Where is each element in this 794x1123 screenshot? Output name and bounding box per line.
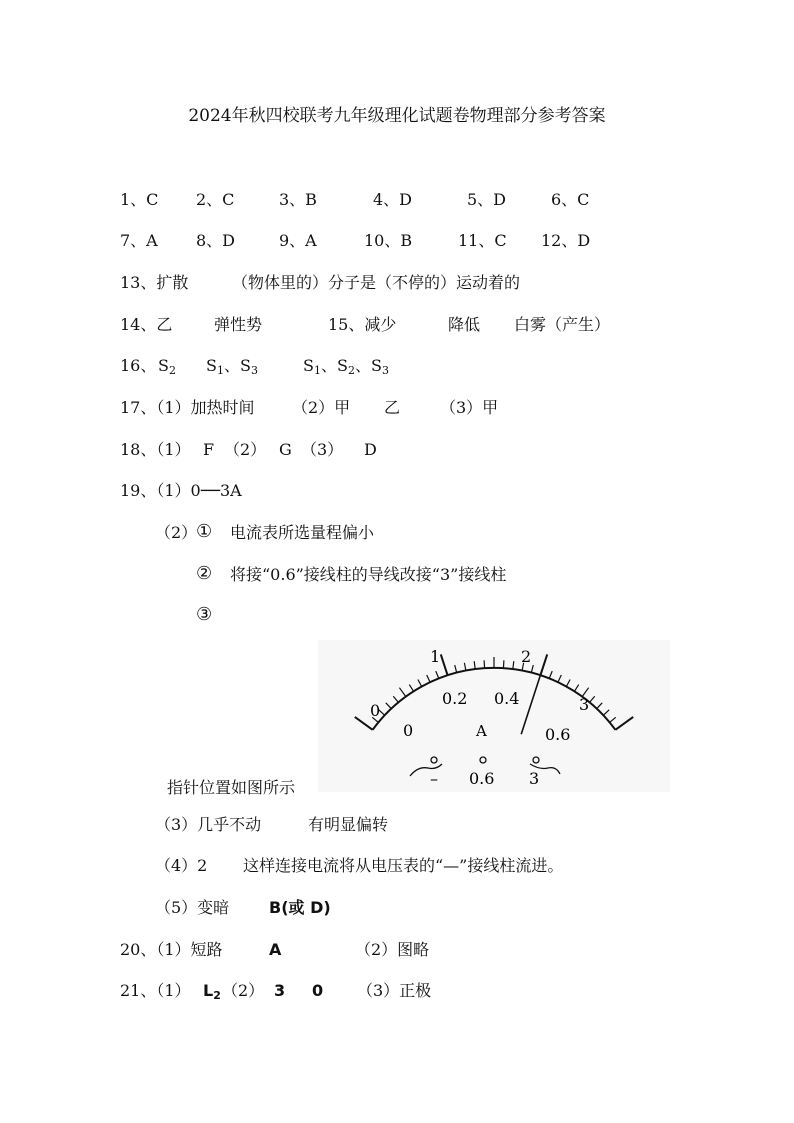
answer-9: 9、A xyxy=(279,231,317,250)
answer-21-2-label: （2） xyxy=(222,981,265,1000)
answer-17-c: （3）甲 xyxy=(440,398,499,417)
lower-label-0-6: 0.6 xyxy=(545,725,571,744)
answer-19-3-b: 有明显偏转 xyxy=(308,815,389,834)
answer-15-b: 白雾（产生） xyxy=(514,315,611,334)
lower-label-0-2: 0.2 xyxy=(442,689,468,708)
answer-5: 5、D xyxy=(467,190,507,209)
answer-16-num: 16、 xyxy=(120,356,157,375)
upper-label-0: 0 xyxy=(370,701,381,720)
figure-caption: 指针位置如图所示 xyxy=(167,778,296,797)
answer-21-l2: $L_2$ xyxy=(203,981,221,1002)
answer-17-b: 乙 xyxy=(384,398,401,417)
terminal-label-negative: – xyxy=(430,769,438,788)
answer-19-2-label: （2） xyxy=(155,523,198,542)
answer-17-num: 17、（1）加热时间 xyxy=(120,398,255,417)
answer-17-a: （2）甲 xyxy=(292,398,351,417)
answer-20-num: 20、（1）短路 xyxy=(120,940,223,959)
answer-19-3-a: （3）几乎不动 xyxy=(155,815,262,834)
circled-1: ① xyxy=(196,521,213,542)
lower-label-0: 0 xyxy=(403,721,414,740)
answer-14-a: 弹性势 xyxy=(214,315,263,334)
answer-19-4-b: 这样连接电流将从电压表的“—”接线柱流进。 xyxy=(243,856,564,875)
answer-12: 12、D xyxy=(541,231,591,250)
answer-16-b: $S_1$、$S_3$ xyxy=(206,356,258,377)
answer-14-num: 14、乙 xyxy=(120,315,173,334)
answer-18-d: （3） xyxy=(301,440,344,459)
answer-20-b: （2）图略 xyxy=(355,940,430,959)
answer-15-num: 15、减少 xyxy=(328,315,397,334)
answer-18-c: G xyxy=(279,440,292,459)
answer-1: 1、C xyxy=(120,190,159,209)
answer-8: 8、D xyxy=(196,231,236,250)
minor-tick xyxy=(484,660,485,668)
terminal-label-3: 3 xyxy=(529,769,540,788)
answer-19-4-a: （4）2 xyxy=(155,856,208,875)
page-title: 2024年秋四校联考九年级理化试题卷物理部分参考答案 xyxy=(188,106,606,126)
answer-18-b: （2） xyxy=(224,440,267,459)
lower-label-0-4: 0.4 xyxy=(494,689,520,708)
answer-18-num: 18、（1） xyxy=(120,440,191,459)
answer-13-num: 13、扩散 xyxy=(120,273,189,292)
answer-4: 4、D xyxy=(373,190,413,209)
ammeter-figure xyxy=(318,640,670,792)
answer-16-c: $S_1$、$S_2$、$S_3$ xyxy=(303,356,389,377)
unit-label: A xyxy=(476,722,487,740)
answer-21-c: 0 xyxy=(312,981,324,1000)
answer-10: 10、B xyxy=(364,231,413,250)
answer-19-2-fix: 将接“0.6”接线柱的导线改接“3”接线柱 xyxy=(230,565,507,584)
circled-2: ② xyxy=(196,563,213,584)
upper-label-1: 1 xyxy=(430,647,441,666)
answer-13-text: （物体里的）分子是（不停的）运动着的 xyxy=(232,273,521,292)
answer-20-a: A xyxy=(269,940,282,959)
upper-label-2: 2 xyxy=(521,647,532,666)
answer-21-d: （3）正极 xyxy=(357,981,432,1000)
answer-3: 3、B xyxy=(279,190,317,209)
answer-15-a: 降低 xyxy=(448,315,481,334)
answer-19-5-a: （5）变暗 xyxy=(155,898,230,917)
minor-tick xyxy=(503,660,504,668)
answer-18-a: F xyxy=(203,440,215,459)
answer-11: 11、C xyxy=(458,231,507,250)
answer-16-a: $S_2$ xyxy=(158,356,176,377)
answer-7: 7、A xyxy=(120,231,158,250)
answer-19-num: 19、（1）0──3A xyxy=(120,481,242,500)
answer-21-num: 21、（1） xyxy=(120,981,191,1000)
terminal-label-0-6: 0.6 xyxy=(469,769,495,788)
answer-21-b: 3 xyxy=(274,981,286,1000)
answer-19-2-reason: 电流表所选量程偏小 xyxy=(230,523,375,542)
answer-18-e: D xyxy=(364,440,377,459)
circled-3: ③ xyxy=(196,604,213,625)
answer-6: 6、C xyxy=(551,190,590,209)
answer-19-5-b: B(或 D) xyxy=(269,898,331,917)
answer-2: 2、C xyxy=(196,190,235,209)
upper-label-3: 3 xyxy=(579,695,590,714)
